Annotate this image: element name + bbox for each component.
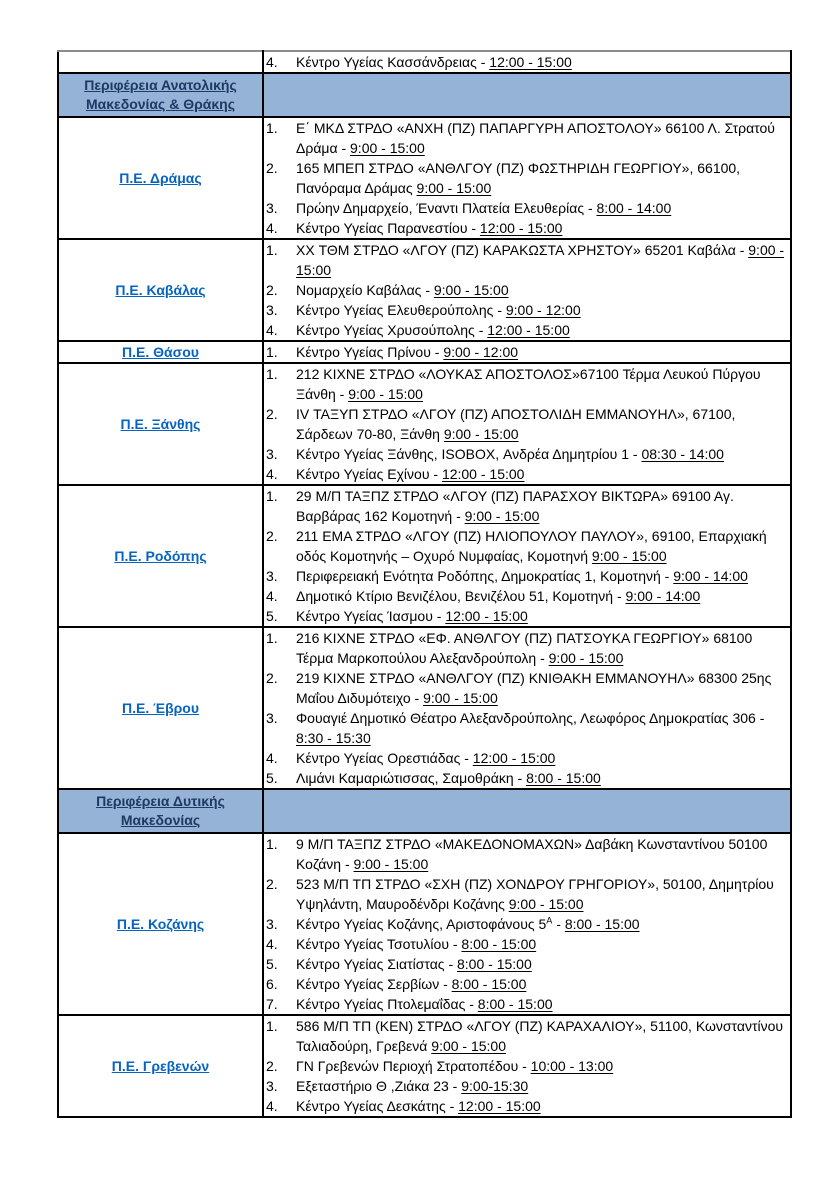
item-number: 2. bbox=[266, 282, 278, 298]
location-text bbox=[296, 566, 790, 586]
region-link[interactable]: Π.Ε. Δράμας bbox=[119, 170, 202, 186]
location-name-text: 586 Μ/Π ΤΠ (ΚΕΝ) ΣΤΡΔΟ «ΛΓΟΥ (ΠΖ) ΚΑΡΑΧΑΛΙΟΥ», 51100, Κωνσταντίνου Ταλιαδούρη, Γρεβενά bbox=[296, 1018, 784, 1054]
region-link[interactable]: Π.Ε. Κοζάνης bbox=[116, 916, 205, 932]
item-number: 4. bbox=[266, 936, 278, 952]
location-name-text: Εξεταστήριο Θ ,Ζιάκα 23 - bbox=[296, 1078, 462, 1094]
region-link[interactable]: Π.Ε. Καβάλας bbox=[115, 282, 206, 298]
hours-text: 9:00 - 15:00 bbox=[431, 1038, 507, 1054]
location-item bbox=[264, 628, 790, 668]
location-name-text: - bbox=[552, 916, 565, 932]
item-number: 1. bbox=[266, 488, 278, 504]
location-text bbox=[296, 158, 790, 198]
hours-text: 8:00 - 15:00 bbox=[457, 956, 532, 972]
location-item bbox=[264, 748, 790, 768]
location-item bbox=[264, 158, 790, 198]
region-link[interactable]: Π.Ε. Γρεβενών bbox=[111, 1058, 210, 1074]
location-item bbox=[264, 1056, 790, 1076]
location-text bbox=[296, 606, 790, 626]
item-number: 4. bbox=[266, 466, 278, 482]
location-item bbox=[264, 914, 790, 934]
location-text bbox=[296, 994, 790, 1014]
hours-text: 9:00 - 15:00 bbox=[350, 140, 425, 156]
location-text bbox=[296, 342, 790, 362]
location-text bbox=[296, 320, 790, 340]
hours-text: 12:00 - 15:00 bbox=[487, 322, 570, 338]
locations-cell bbox=[263, 833, 791, 1015]
location-name-text: ΓΝ Γρεβενών Περιοχή Στρατοπέδου - bbox=[296, 1058, 531, 1074]
item-number: 4. bbox=[266, 54, 278, 70]
item-number: 2. bbox=[266, 670, 278, 686]
item-number: 3. bbox=[266, 916, 278, 932]
location-text bbox=[296, 444, 790, 464]
item-number: 1. bbox=[266, 344, 278, 360]
item-number: 7. bbox=[266, 996, 278, 1012]
hours-text: 9:00 - 15:00 bbox=[423, 690, 498, 706]
hours-text: 8:00 - 15:00 bbox=[451, 976, 527, 992]
section-header-cell bbox=[58, 789, 263, 833]
hours-text: 9:00 - 15:00 bbox=[416, 180, 492, 196]
region-cell bbox=[58, 341, 263, 363]
hours-text: 9:00 - 15:00 bbox=[508, 896, 584, 912]
section-header-row bbox=[58, 73, 791, 117]
location-item bbox=[264, 994, 790, 1014]
hours-text: 9:00 - 14:00 bbox=[673, 568, 748, 584]
location-text bbox=[296, 240, 790, 280]
location-text bbox=[296, 874, 790, 914]
location-text bbox=[296, 1096, 790, 1116]
item-number: 1. bbox=[266, 836, 278, 852]
location-text bbox=[296, 586, 790, 606]
location-name-text: Πρώην Δημαρχείο, Έναντι Πλατεία Ελευθερίας - bbox=[296, 200, 597, 216]
hours-text: 9:00 - 15:00 bbox=[348, 386, 423, 402]
item-number: 1. bbox=[266, 1018, 278, 1034]
item-number: 2. bbox=[266, 528, 278, 544]
section-header-cell bbox=[58, 73, 263, 117]
location-text bbox=[296, 52, 790, 72]
location-item bbox=[264, 586, 790, 606]
hours-text: 8:00 - 15:00 bbox=[477, 996, 553, 1012]
location-name-text: 219 ΚΙΧΝΕ ΣΤΡΔΟ «ΑΝΘΛΓΟΥ (ΠΖ) ΚΝΙΘΑΚΗ ΕΜΜΑΝΟΥΗΛ» 68300 25ης Μαΐου Διδυμότειχο - bbox=[296, 670, 772, 706]
region-cell bbox=[58, 239, 263, 341]
location-item bbox=[264, 974, 790, 994]
location-item bbox=[264, 668, 790, 708]
item-number: 3. bbox=[266, 200, 278, 216]
locations-cell bbox=[263, 341, 791, 363]
item-number: 4. bbox=[266, 1098, 278, 1114]
region-cell bbox=[58, 833, 263, 1015]
hours-text: 9:00 - 15:00 bbox=[353, 856, 429, 872]
locations-cell bbox=[263, 239, 791, 341]
location-text bbox=[296, 464, 790, 484]
location-item bbox=[264, 954, 790, 974]
locations-cell bbox=[263, 1015, 791, 1117]
location-name-text: Κέντρο Υγείας Τσοτυλίου - bbox=[296, 936, 462, 952]
location-item bbox=[264, 874, 790, 914]
location-name-text: Κέντρο Υγείας Ελευθερούπολης - bbox=[296, 302, 506, 318]
location-name-text: Α bbox=[546, 915, 553, 926]
location-item bbox=[264, 118, 790, 158]
location-text bbox=[296, 404, 790, 444]
location-text bbox=[296, 628, 790, 668]
location-name-text: 211 ΕΜΑ ΣΤΡΔΟ «ΛΓΟΥ (ΠΖ) ΗΛΙΟΠΟΥΛΟΥ ΠΑΥΛΟΥ», 69100, Επαρχιακή οδός Κομοτηνής – Οχυρό Νυμφαίας, Κομοτηνή bbox=[296, 528, 767, 564]
hours-text: 12:00 - 15:00 bbox=[489, 54, 572, 70]
region-cell bbox=[58, 627, 263, 789]
hours-text: 8:00 - 15:00 bbox=[461, 936, 537, 952]
location-name-text: Κέντρο Υγείας Ορεστιάδας - bbox=[296, 750, 473, 766]
location-item bbox=[264, 1076, 790, 1096]
location-text bbox=[296, 834, 790, 874]
location-item bbox=[264, 1096, 790, 1116]
location-item bbox=[264, 52, 790, 72]
location-name-text: Κέντρο Υγείας Χρυσούπολης - bbox=[296, 322, 488, 338]
location-text bbox=[296, 280, 790, 300]
location-item bbox=[264, 300, 790, 320]
location-item bbox=[264, 566, 790, 586]
region-row bbox=[58, 363, 791, 485]
hours-text: 12:00 - 15:00 bbox=[441, 466, 525, 482]
location-name-text: 29 Μ/Π ΤΑΞΠΖ ΣΤΡΔΟ «ΛΓΟΥ (ΠΖ) ΠΑΡΑΣΧΟΥ ΒΙΚΤΩΡΑ» 69100 Αγ. Βαρβάρας 162 Κομοτηνή - bbox=[296, 488, 734, 524]
location-text bbox=[296, 768, 790, 788]
hours-text: 9:00 - 12:00 bbox=[505, 302, 581, 318]
region-cell bbox=[58, 117, 263, 239]
location-item bbox=[264, 526, 790, 566]
hours-text: 12:00 - 15:00 bbox=[445, 608, 528, 624]
location-name-text: IV ΤΑΞΥΠ ΣΤΡΔΟ «ΛΓΟΥ (ΠΖ) ΑΠΟΣΤΟΛΙΔΗ ΕΜΜΑΝΟΥΗΛ», 67100, Σάρδεων 70-80, Ξάνθη bbox=[296, 406, 736, 442]
location-name-text: Κέντρο Υγείας Παρανεστίου - bbox=[296, 220, 480, 236]
item-number: 4. bbox=[266, 220, 278, 236]
item-number: 2. bbox=[266, 876, 278, 892]
hours-text: 8:30 - 15:30 bbox=[296, 730, 371, 746]
location-text bbox=[296, 486, 790, 526]
hours-text: 9:00 - 15:00 bbox=[591, 548, 667, 564]
region-link[interactable]: Π.Ε. Θάσου bbox=[122, 344, 199, 360]
location-text bbox=[296, 954, 790, 974]
location-text bbox=[296, 526, 790, 566]
hours-text: 9:00 - 14:00 bbox=[625, 588, 701, 604]
region-row bbox=[58, 833, 791, 1015]
location-name-text: Λιμάνι Καμαριώτισσας, Σαμοθράκη - bbox=[296, 770, 527, 786]
region-cell bbox=[58, 485, 263, 627]
region-link[interactable]: Π.Ε. Ξάνθης bbox=[120, 416, 201, 432]
location-item bbox=[264, 218, 790, 238]
location-name-text: Κέντρο Υγείας Σιατίστας - bbox=[296, 956, 457, 972]
locations-cell bbox=[263, 485, 791, 627]
location-item bbox=[264, 404, 790, 444]
hours-text: 8:00 - 15:00 bbox=[564, 916, 640, 932]
location-text bbox=[296, 1016, 790, 1056]
region-row bbox=[58, 117, 791, 239]
region-row bbox=[58, 485, 791, 627]
item-number: 3. bbox=[266, 1078, 278, 1094]
hours-text: 9:00 - 15:00 bbox=[433, 282, 509, 298]
item-number: 3. bbox=[266, 302, 278, 318]
location-name-text: Φουαγιέ Δημοτικό Θέατρο Αλεξανδρούπολης, Λεωφόρος Δημοκρατίας 306 - bbox=[296, 710, 765, 726]
region-cell bbox=[58, 51, 263, 73]
location-name-text: Ε΄ ΜΚΔ ΣΤΡΔΟ «ΑΝΧΗ (ΠΖ) ΠΑΠΑΡΓΥΡΗ ΑΠΟΣΤΟΛΟΥ» 66100 Λ. Στρατού Δράμα - bbox=[296, 120, 775, 156]
location-text bbox=[296, 914, 790, 934]
locations-cell bbox=[263, 51, 791, 73]
location-name-text: Κέντρο Υγείας Κοζάνης, Αριστοφάνους 5 bbox=[296, 916, 547, 932]
location-name-text: Κέντρο Υγείας Ξάνθης, ISOBOX, Ανδρέα Δημητρίου 1 - bbox=[296, 446, 642, 462]
location-text bbox=[296, 1076, 790, 1096]
location-name-text: 523 Μ/Π ΤΠ ΣΤΡΔΟ «ΣΧΗ (ΠΖ) ΧΟΝΔΡΟΥ ΓΡΗΓΟΡΙΟΥ», 50100, Δημητρίου Υψηλάντη, Μαυροδένδρι Κοζάνης bbox=[296, 876, 774, 912]
hours-text: 10:00 - 13:00 bbox=[530, 1058, 614, 1074]
location-text bbox=[296, 668, 790, 708]
item-number: 4. bbox=[266, 750, 278, 766]
region-cell bbox=[58, 363, 263, 485]
item-number: 1. bbox=[266, 630, 278, 646]
item-number: 4. bbox=[266, 588, 278, 604]
location-name-text: 165 ΜΠΕΠ ΣΤΡΔΟ «ΑΝΘΛΓΟΥ (ΠΖ) ΦΩΣΤΗΡΙΔΗ ΓΕΩΡΓΙΟΥ», 66100, Πανόραμα Δράμας bbox=[296, 160, 741, 196]
item-number: 3. bbox=[266, 446, 278, 462]
item-number: 3. bbox=[266, 710, 278, 726]
location-name-text: Κέντρο Υγείας Πρίνου - bbox=[296, 344, 444, 360]
hours-text: 12:00 - 15:00 bbox=[479, 220, 563, 236]
section-header-empty-cell bbox=[263, 73, 791, 117]
location-name-text: Δημοτικό Κτίριο Βενιζέλου, Βενιζέλου 51, Κομοτηνή - bbox=[296, 588, 626, 604]
location-text bbox=[296, 1056, 790, 1076]
location-text bbox=[296, 118, 790, 158]
location-text bbox=[296, 708, 790, 748]
table-body bbox=[58, 51, 791, 1117]
location-item bbox=[264, 444, 790, 464]
item-number: 4. bbox=[266, 322, 278, 338]
region-row bbox=[58, 1015, 791, 1117]
section-header-label: Περιφέρεια Ανατολικής Μακεδονίας & Θράκης bbox=[84, 77, 237, 112]
location-item bbox=[264, 342, 790, 362]
region-row bbox=[58, 239, 791, 341]
location-text bbox=[296, 300, 790, 320]
locations-cell bbox=[263, 363, 791, 485]
hours-text: 8:00 - 14:00 bbox=[596, 200, 672, 216]
location-item bbox=[264, 240, 790, 280]
section-header-label: Περιφέρεια Δυτικής Μακεδονίας bbox=[96, 793, 225, 828]
item-number: 2. bbox=[266, 1058, 278, 1074]
region-row bbox=[58, 627, 791, 789]
locations-cell bbox=[263, 627, 791, 789]
item-number: 5. bbox=[266, 956, 278, 972]
location-text bbox=[296, 364, 790, 404]
location-name-text: Κέντρο Υγείας Κασσάνδρειας - bbox=[296, 54, 490, 70]
location-text bbox=[296, 974, 790, 994]
location-text bbox=[296, 748, 790, 768]
item-number: 1. bbox=[266, 366, 278, 382]
location-item bbox=[264, 464, 790, 484]
location-name-text: Κέντρο Υγείας Σερβίων - bbox=[296, 976, 452, 992]
item-number: 5. bbox=[266, 770, 278, 786]
hours-text: 12:00 - 15:00 bbox=[472, 750, 556, 766]
region-row bbox=[58, 341, 791, 363]
location-name-text: XX ΤΘΜ ΣΤΡΔΟ «ΛΓΟΥ (ΠΖ) ΚΑΡΑΚΩΣΤΑ ΧΡΗΣΤΟΥ» 65201 Καβάλα - bbox=[296, 242, 749, 258]
location-item bbox=[264, 486, 790, 526]
hours-text: 9:00 - 15:00 bbox=[296, 242, 785, 278]
location-name-text: Περιφερειακή Ενότητα Ροδόπης, Δημοκρατίας 1, Κομοτηνή - bbox=[296, 568, 674, 584]
location-text bbox=[296, 218, 790, 238]
locations-cell bbox=[263, 117, 791, 239]
location-item bbox=[264, 1016, 790, 1056]
item-number: 5. bbox=[266, 608, 278, 624]
location-name-text: Κέντρο Υγείας Εχίνου - bbox=[296, 466, 442, 482]
hours-text: 12:00 - 15:00 bbox=[458, 1098, 541, 1114]
location-item bbox=[264, 768, 790, 788]
item-number: 2. bbox=[266, 160, 278, 176]
hours-text: 08:30 - 14:00 bbox=[641, 446, 724, 462]
location-name-text: Κέντρο Υγείας Πτολεμαΐδας - bbox=[296, 996, 478, 1012]
region-link[interactable]: Π.Ε. Έβρου bbox=[122, 700, 199, 716]
location-name-text: 9 Μ/Π ΤΑΞΠΖ ΣΤΡΔΟ «ΜΑΚΕΔΟΝΟΜΑΧΩΝ» Δαβάκη Κωνσταντίνου 50100 Κοζάνη - bbox=[296, 836, 768, 872]
location-item bbox=[264, 934, 790, 954]
section-header-empty-cell bbox=[263, 789, 791, 833]
hours-text: 8:00 - 15:00 bbox=[526, 770, 601, 786]
section-header-row bbox=[58, 789, 791, 833]
location-name-text: Κέντρο Υγείας Δεσκάτης - bbox=[296, 1098, 459, 1114]
location-name-text: 212 ΚΙΧΝΕ ΣΤΡΔΟ «ΛΟΥΚΑΣ ΑΠΟΣΤΟΛΟΣ»67100 Τέρμα Λευκού Πύργου Ξάνθη - bbox=[296, 366, 761, 402]
location-item bbox=[264, 198, 790, 218]
location-name-text: Κέντρο Υγείας Ίασμου - bbox=[296, 608, 446, 624]
location-item bbox=[264, 320, 790, 340]
hours-text: 9:00 - 15:00 bbox=[443, 426, 519, 442]
location-item bbox=[264, 280, 790, 300]
location-item bbox=[264, 364, 790, 404]
continuation-row bbox=[58, 51, 791, 73]
region-cell bbox=[58, 1015, 263, 1117]
location-text bbox=[296, 934, 790, 954]
item-number: 3. bbox=[266, 568, 278, 584]
item-number: 1. bbox=[266, 120, 278, 136]
region-link[interactable]: Π.Ε. Ροδόπης bbox=[114, 548, 207, 564]
hours-text: 9:00-15:30 bbox=[461, 1078, 529, 1094]
hours-text: 9:00 - 15:00 bbox=[464, 508, 540, 524]
item-number: 1. bbox=[266, 242, 278, 258]
location-text bbox=[296, 198, 790, 218]
hours-text: 9:00 - 12:00 bbox=[443, 344, 519, 360]
location-name-text: Νομαρχείο Καβάλας - bbox=[296, 282, 434, 298]
location-name-text: 216 ΚΙΧΝΕ ΣΤΡΔΟ «ΕΦ. ΑΝΘΛΓΟΥ (ΠΖ) ΠΑΤΣΟΥΚΑ ΓΕΩΡΓΙΟΥ» 68100 Τέρμα Μαρκοπούλου Αλεξανδρούπολη - bbox=[296, 630, 753, 666]
vaccination-centers-table bbox=[57, 50, 792, 1118]
item-number: 2. bbox=[266, 406, 278, 422]
item-number: 6. bbox=[266, 976, 278, 992]
location-item bbox=[264, 708, 790, 748]
hours-text: 9:00 - 15:00 bbox=[548, 650, 624, 666]
location-item bbox=[264, 606, 790, 626]
location-item bbox=[264, 834, 790, 874]
